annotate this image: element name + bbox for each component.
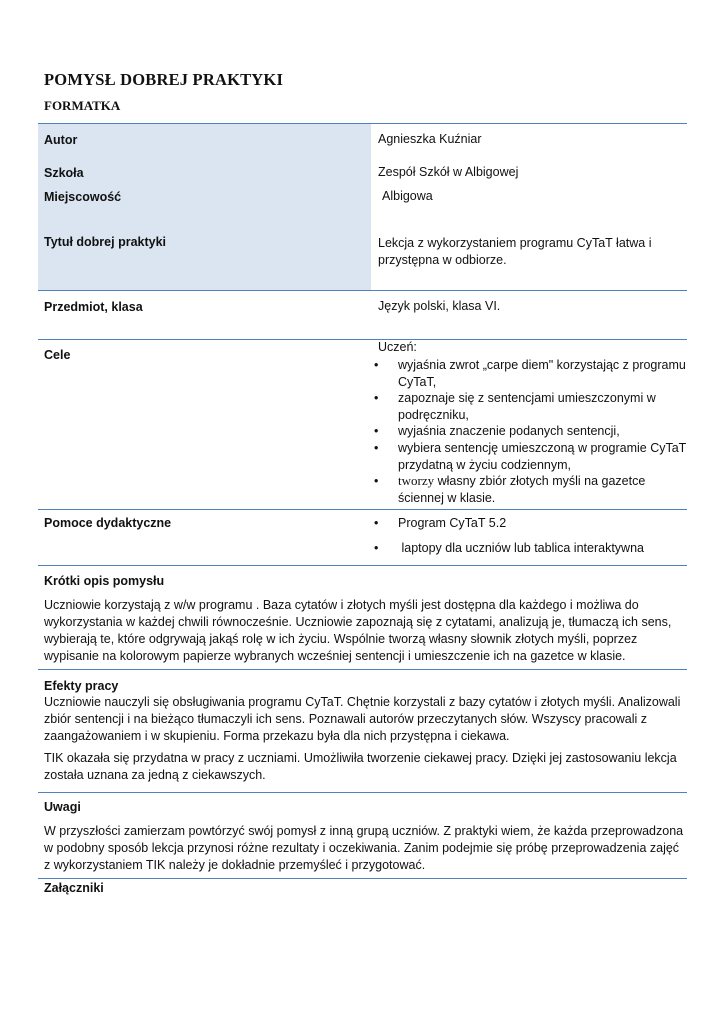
opis-line: wypisanie na kolorowym papierze wybranych wcześniej sentencji i umieszczenie ich na gazetce w klasie. bbox=[44, 649, 626, 663]
bullet-icon: • bbox=[374, 540, 379, 555]
list-item bbox=[374, 357, 688, 390]
cele-item-line2: CyTaT, bbox=[398, 374, 437, 389]
cele-item-line2: ściennej w klasie. bbox=[398, 490, 496, 505]
cele-item-line2: podręczniku, bbox=[398, 407, 469, 422]
cele-item-line1: wyjaśnia znaczenie podanych sentencji, bbox=[398, 424, 620, 439]
cele-intro: Uczeń: bbox=[378, 340, 417, 354]
document-subtitle: FORMATKA bbox=[44, 98, 121, 113]
cele-item-line1: własny zbiór złotych myśli na gazetce bbox=[434, 474, 646, 489]
efekty-text bbox=[44, 694, 684, 745]
bullet-icon: • bbox=[374, 391, 379, 406]
rule-pomoce bbox=[38, 509, 687, 510]
list-item bbox=[374, 423, 688, 440]
cele-label: Cele bbox=[44, 348, 71, 362]
list-item bbox=[374, 440, 688, 473]
uwagi-label: Uwagi bbox=[44, 800, 81, 814]
cele-list bbox=[374, 357, 688, 506]
label-column-shade bbox=[38, 124, 371, 290]
autor-label: Autor bbox=[44, 133, 78, 147]
pomoce-item: Program CyTaT 5.2 bbox=[398, 516, 507, 530]
tytul-label: Tytuł dobrej praktyki bbox=[44, 235, 167, 249]
miejscowosc-label: Miejscowość bbox=[44, 190, 122, 204]
bullet-icon: • bbox=[374, 440, 379, 455]
list-item bbox=[374, 390, 688, 423]
cele-item-word: tworzy bbox=[398, 473, 435, 489]
bullet-icon: • bbox=[374, 424, 379, 439]
cele-item-line1: zapoznaje się z sentencjami umieszczonymi w bbox=[398, 391, 656, 406]
efekty-line: Uczniowie nauczyli się obsługiwania programu CyTaT. Chętnie korzystali z bazy cytatów i złotych myśli. Analizowali bbox=[44, 695, 681, 709]
pomoce-label: Pomoce dydaktyczne bbox=[44, 516, 172, 530]
bullet-icon: • bbox=[374, 516, 379, 530]
bullet-icon: • bbox=[374, 474, 379, 489]
pomoce-item: laptopy dla uczniów lub tablica interaktywna bbox=[398, 540, 644, 555]
uwagi-line: w podobny sposób lekcja przynosi różne rezultaty i oczekiwania. Zanim podejmie się próbę przeprowadzenia zajęć bbox=[44, 841, 680, 855]
rule-cele bbox=[38, 339, 687, 340]
pomoce-list bbox=[374, 515, 688, 556]
opis-line: wykorzystania w każdej chwili równocześnie. Uczniowie zapoznają się z cytatami, analizują je, tłumaczą ich sens, bbox=[44, 615, 672, 629]
rule-uwagi bbox=[38, 792, 687, 793]
miejscowosc-value: Albigowa bbox=[382, 189, 433, 203]
uwagi-line: z wykorzystaniem TIK należy je dokładnie przemyśleć i przygotować. bbox=[44, 858, 426, 872]
opis-line: Uczniowie korzystają z w/w programu . Baza cytatów i złotych myśli jest dostępna dla każdego i możliwa do bbox=[44, 598, 639, 612]
uwagi-line: W przyszłości zamierzam powtórzyć swój pomysł z inną grupą uczniów. Z praktyki wiem, że każda przeprowadzona bbox=[44, 824, 684, 838]
przedmiot-value: Język polski, klasa VI. bbox=[378, 299, 501, 313]
efekty-line: została uznana za jedną z ciekawszych. bbox=[44, 768, 266, 782]
tytul-value-line2: przystępna w odbiorze. bbox=[378, 253, 507, 267]
efekty-line: zaangażowaniem i w skupieniu. Forma przekazu była dla nich przystępna i ciekawa. bbox=[44, 729, 510, 743]
opis-text bbox=[44, 597, 684, 665]
rule-zalaczniki bbox=[38, 878, 687, 879]
cele-item-line1: wybiera sentencję umieszczoną w programie CyTaT bbox=[398, 440, 687, 455]
opis-label: Krótki opis pomysłu bbox=[44, 574, 165, 588]
efekty-text-2 bbox=[44, 750, 684, 784]
bullet-icon: • bbox=[374, 358, 379, 372]
list-item bbox=[374, 515, 688, 532]
cele-item-line1: wyjaśnia zwrot „carpe diem" korzystając z programu bbox=[398, 358, 686, 372]
list-item bbox=[374, 540, 688, 557]
efekty-line: TIK okazała się przydatna w pracy z uczniami. Umożliwiła tworzenie ciekawej pracy. Dzięki jej zastosowaniu lekcja bbox=[44, 751, 677, 765]
szkola-value: Zespół Szkół w Albigowej bbox=[378, 165, 519, 179]
tytul-value-line1: Lekcja z wykorzystaniem programu CyTaT łatwa i bbox=[378, 236, 652, 250]
autor-value: Agnieszka Kuźniar bbox=[378, 132, 482, 146]
opis-line: wybierają te, które odgrywają jakąś rolę w ich życiu. Wspólnie tworzą własny słownik złotych myśli, poprzez bbox=[44, 632, 638, 646]
uwagi-text bbox=[44, 823, 684, 874]
cele-item-line2: przydatną w życiu codziennym, bbox=[398, 457, 571, 472]
document-title: POMYSŁ DOBREJ PRAKTYKI bbox=[44, 70, 284, 89]
efekty-label: Efekty pracy bbox=[44, 679, 119, 693]
rule-przedmiot bbox=[38, 290, 687, 291]
zalaczniki-label: Załączniki bbox=[44, 881, 104, 895]
rule-opis bbox=[38, 565, 687, 566]
rule-efekty bbox=[38, 669, 687, 670]
efekty-line: zbiór sentencji i na bieżąco tłumaczyli ich sens. Poznawali autorów przeczytanych słów. Wszyscy pracowali z bbox=[44, 712, 648, 726]
list-item bbox=[374, 473, 688, 506]
przedmiot-label: Przedmiot, klasa bbox=[44, 300, 143, 314]
szkola-label: Szkoła bbox=[44, 166, 84, 180]
